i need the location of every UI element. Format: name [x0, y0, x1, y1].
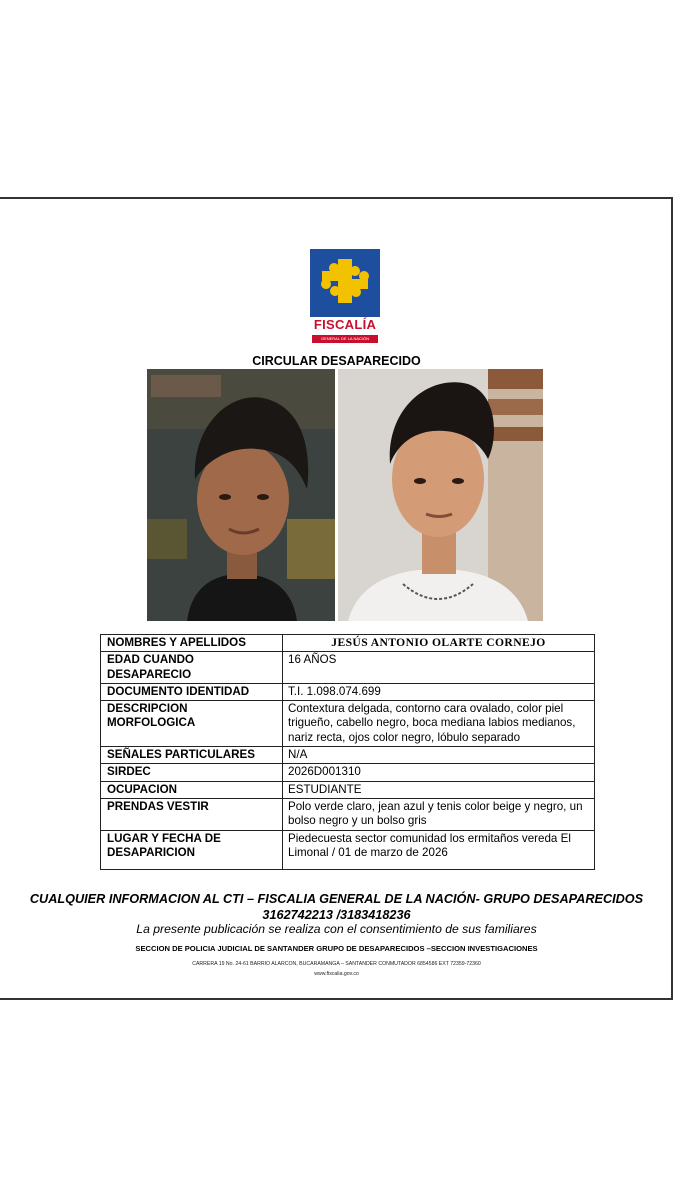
row-value: N/A	[283, 747, 595, 764]
missing-person-flyer	[0, 197, 673, 1000]
row-value: Contextura delgada, contorno cara ovalado, color piel trigueño, cabello negro, boca mediana labios medianos, nariz recta, ojos color negro, lóbulo separado	[283, 701, 595, 747]
row-label: SEÑALES PARTICULARES	[101, 747, 283, 764]
table-row	[101, 764, 595, 781]
table-row	[101, 830, 595, 869]
row-label: PRENDAS VESTIR	[101, 798, 283, 830]
person-photo-2	[338, 369, 543, 621]
address-line: CARRERA 19 No. 24-61 BARRIO ALARCON, BUCARAMANGA – SANTANDER CONMUTADOR 6854586 EXT 72359-72360	[192, 961, 481, 967]
page-title: CIRCULAR DESAPARECIDO	[252, 354, 421, 368]
website: www.fiscalia.gov.co	[314, 971, 359, 977]
table-row	[101, 747, 595, 764]
row-value: ESTUDIANTE	[283, 781, 595, 798]
row-value: 16 AÑOS	[283, 652, 595, 684]
row-label: NOMBRES Y APELLIDOS	[101, 635, 283, 652]
table-row	[101, 781, 595, 798]
row-label: DOCUMENTO IDENTIDAD	[101, 683, 283, 700]
row-value: Polo verde claro, jean azul y tenis color beige y negro, un bolso negro y un bolso gris	[283, 798, 595, 830]
row-label: SIRDEC	[101, 764, 283, 781]
row-value: T.I. 1.098.074.699	[283, 683, 595, 700]
row-value-name: JESÚS ANTONIO OLARTE CORNEJO	[283, 635, 595, 652]
table-row	[101, 635, 595, 652]
contact-info: CUALQUIER INFORMACION AL CTI – FISCALIA GENERAL DE LA NACIÓN- GRUPO DESAPARECIDOS 3162742213 /3183418236	[29, 892, 644, 922]
logo-wordmark: FISCALÍA	[313, 317, 377, 332]
person-info-table	[100, 634, 595, 870]
row-label: DESCRIPCION MORFOLOGICA	[101, 701, 283, 747]
logo-subtitle: GENERAL DE LA NACIÓN	[312, 335, 378, 343]
person-photo-1	[147, 369, 335, 621]
row-label: LUGAR Y FECHA DE DESAPARICION	[101, 830, 283, 869]
row-value: Piedecuesta sector comunidad los ermitaños vereda El Limonal / 01 de marzo de 2026	[283, 830, 595, 869]
row-label: EDAD CUANDO DESAPARECIO	[101, 652, 283, 684]
row-value: 2026D001310	[283, 764, 595, 781]
consent-note: La presente publicación se realiza con el consentimiento de sus familiares	[136, 922, 537, 936]
fiscalia-logo	[310, 249, 380, 345]
table-row	[101, 652, 595, 684]
table-row	[101, 683, 595, 700]
puzzle-logo-icon	[310, 249, 380, 317]
row-label: OCUPACION	[101, 781, 283, 798]
section-name: SECCION DE POLICIA JUDICIAL DE SANTANDER GRUPO DE DESAPARECIDOS –SECCION INVESTIGACIONES	[135, 944, 538, 953]
table-row	[101, 798, 595, 830]
table-row	[101, 701, 595, 747]
